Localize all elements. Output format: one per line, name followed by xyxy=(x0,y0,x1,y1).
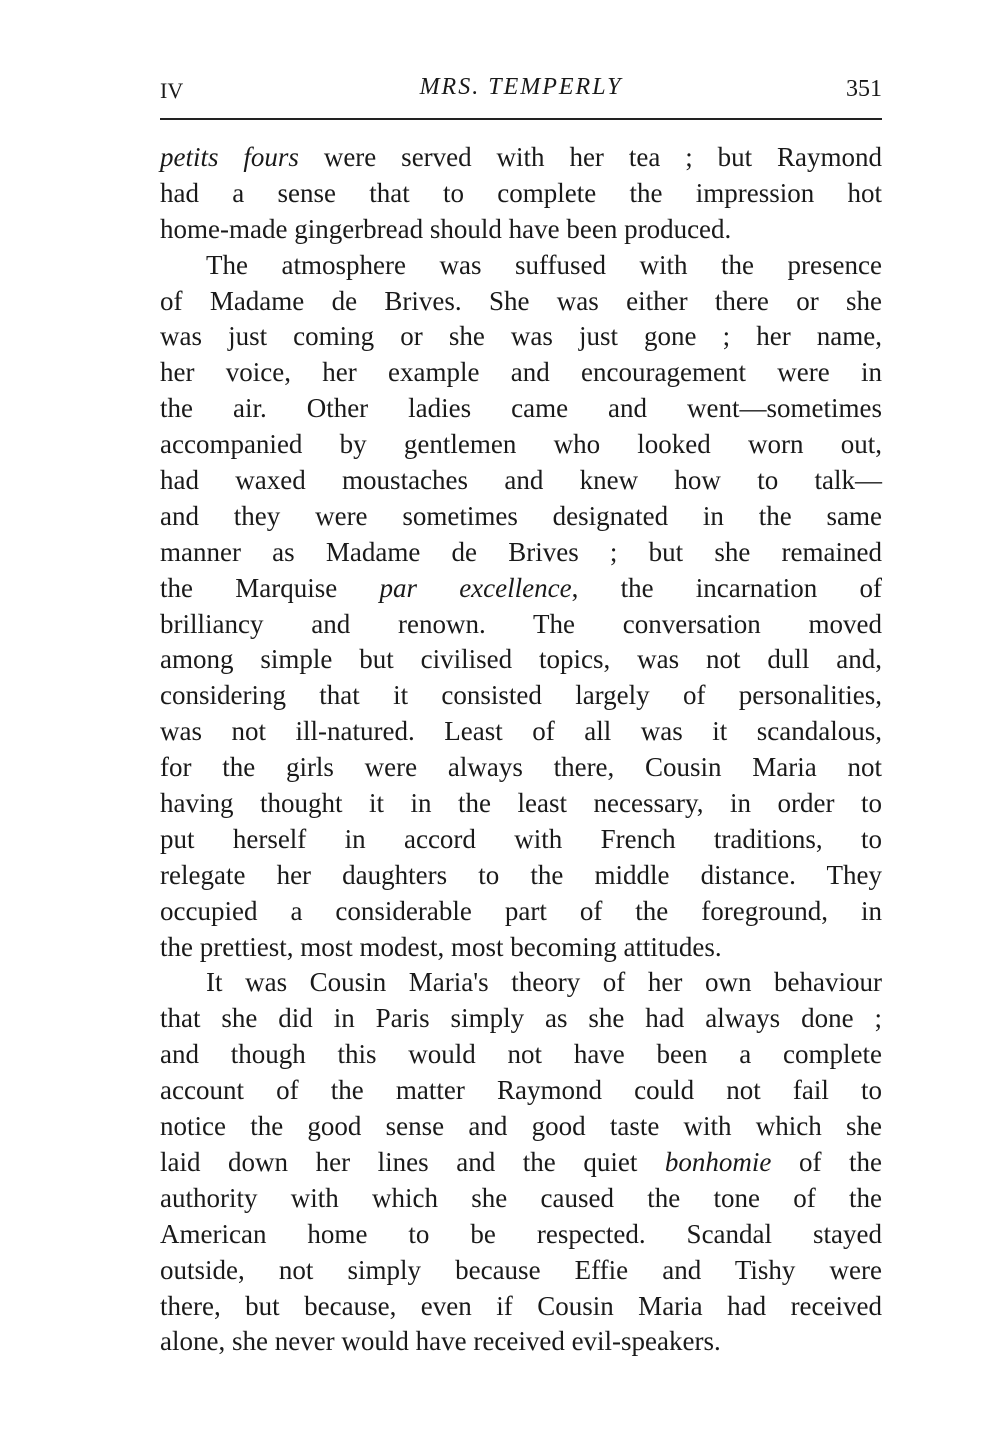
text-line xyxy=(160,499,882,535)
text-run: were served with her tea ; but Raymond xyxy=(298,142,882,172)
text-run: that she did in Paris simply as she had always done ; xyxy=(160,1003,882,1034)
text-run: among simple but civilised topics, was not dull and, xyxy=(160,644,882,675)
running-title: MRS. TEMPERLY xyxy=(419,74,623,100)
text-line xyxy=(160,678,882,714)
chapter-number: IV xyxy=(160,78,184,103)
text-line xyxy=(160,786,882,822)
text-line xyxy=(160,535,882,571)
text-run: had waxed moustaches and knew how to talk— xyxy=(160,465,882,496)
running-header xyxy=(160,74,882,108)
text-line xyxy=(160,1037,882,1073)
text-run: for the girls were always there, Cousin Maria not xyxy=(160,752,882,783)
text-line xyxy=(160,1145,882,1181)
page-number: 351 xyxy=(846,76,882,102)
text-line xyxy=(160,284,882,320)
text-run: The atmosphere was suffused with the presence xyxy=(206,249,882,280)
text-run: home-made gingerbread should have been produced. xyxy=(160,213,732,244)
text-line xyxy=(160,427,882,463)
text-line xyxy=(160,714,882,750)
text-line xyxy=(160,642,882,678)
text-run: It was Cousin Maria's theory of her own behaviour xyxy=(206,967,882,998)
text-line xyxy=(160,1253,882,1289)
italic-phrase: par excellence xyxy=(379,572,572,603)
text-line xyxy=(160,1073,882,1109)
text-line xyxy=(160,571,882,607)
text-line xyxy=(160,858,882,894)
text-line xyxy=(160,212,882,248)
text-run: occupied a considerable part of the foreground, in xyxy=(160,895,882,926)
text-run: having thought it in the least necessary, in order to xyxy=(160,788,882,819)
text-line xyxy=(160,930,882,966)
text-run: the Marquise xyxy=(160,572,380,603)
text-line xyxy=(160,1324,882,1360)
text-line xyxy=(160,1289,882,1325)
italic-phrase: bonhomie xyxy=(664,1146,772,1177)
text-run: brilliancy and renown. The conversation moved xyxy=(160,608,882,639)
text-line xyxy=(160,248,882,284)
header-rule xyxy=(160,118,882,120)
text-run: had a sense that to complete the impression hot xyxy=(160,177,882,208)
text-line xyxy=(160,822,882,858)
text-line xyxy=(160,463,882,499)
text-body xyxy=(160,140,882,1360)
text-run: put herself in accord with French traditions, to xyxy=(160,823,882,854)
text-line xyxy=(160,391,882,427)
text-line xyxy=(160,355,882,391)
text-run: alone, she never would have received evil-speakers. xyxy=(160,1326,721,1357)
text-run: account of the matter Raymond could not fail to xyxy=(160,1075,882,1106)
text-run: and though this would not have been a complete xyxy=(160,1039,882,1070)
text-run: notice the good sense and good taste with which she xyxy=(160,1111,882,1142)
text-run: relegate her daughters to the middle distance. They xyxy=(160,859,882,890)
text-line xyxy=(160,1181,882,1217)
text-run: American home to be respected. Scandal stayed xyxy=(160,1218,882,1249)
text-line xyxy=(160,750,882,786)
text-line xyxy=(160,1217,882,1253)
text-run: the air. Other ladies came and went—sometimes xyxy=(160,393,882,424)
italic-phrase: petits fours xyxy=(160,142,299,172)
text-line xyxy=(160,1109,882,1145)
text-run: and they were sometimes designated in the same xyxy=(160,500,882,531)
text-run: there, but because, even if Cousin Maria had received xyxy=(160,1290,882,1321)
text-line xyxy=(160,319,882,355)
text-run: authority with which she caused the tone of the xyxy=(160,1182,882,1213)
text-line xyxy=(160,140,882,176)
text-line xyxy=(160,965,882,1001)
text-run: was just coming or she was just gone ; her name, xyxy=(160,321,882,352)
text-run: accompanied by gentlemen who looked worn out, xyxy=(160,429,882,460)
text-run: of the xyxy=(771,1146,882,1177)
text-line xyxy=(160,1001,882,1037)
text-run: laid down her lines and the quiet xyxy=(160,1146,665,1177)
text-run: manner as Madame de Brives ; but she remained xyxy=(160,536,882,567)
text-run: , the incarnation of xyxy=(571,572,882,603)
text-run: was not ill-natured. Least of all was it scandalous, xyxy=(160,716,882,747)
text-line xyxy=(160,894,882,930)
text-line xyxy=(160,176,882,212)
text-run: her voice, her example and encouragement were in xyxy=(160,357,882,388)
text-run: outside, not simply because Effie and Tishy were xyxy=(160,1254,882,1285)
text-run: considering that it consisted largely of personalities, xyxy=(160,680,882,711)
text-line xyxy=(160,607,882,643)
text-run: the prettiest, most modest, most becoming attitudes. xyxy=(160,931,722,962)
text-run: of Madame de Brives. She was either there or she xyxy=(160,285,882,316)
